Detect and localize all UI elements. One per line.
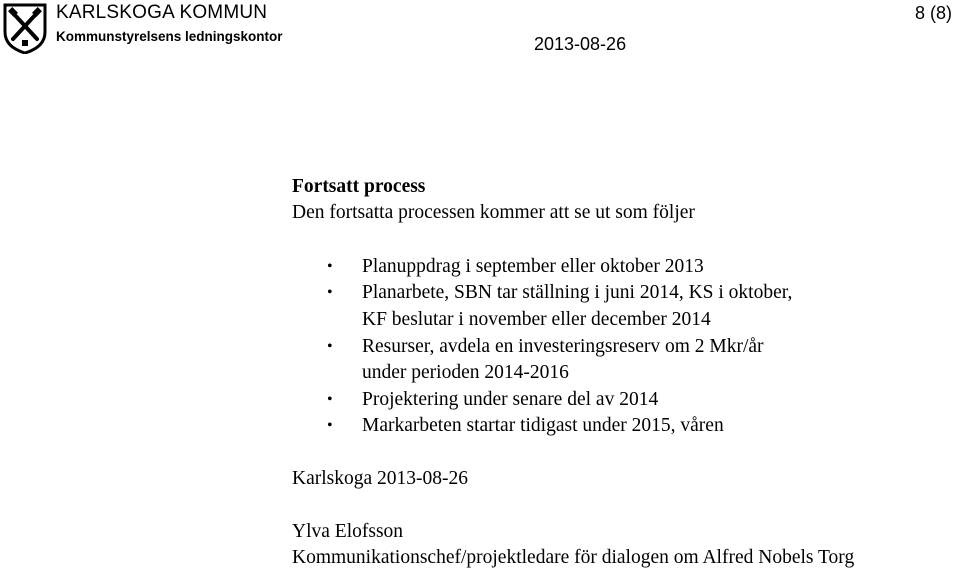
- organization-unit: Kommunstyrelsens ledningskontor: [56, 29, 283, 44]
- list-item: Planarbete, SBN tar ställning i juni 2014, KS i oktober,: [362, 282, 793, 303]
- section-heading: Fortsatt process: [292, 176, 426, 197]
- organization-name: KARLSKOGA KOMMUN: [56, 2, 268, 23]
- coat-of-arms-icon: [2, 2, 48, 54]
- bullet-dot-icon: •: [327, 338, 333, 355]
- place-and-date: Karlskoga 2013-08-26: [292, 468, 469, 489]
- bullet-dot-icon: •: [327, 258, 333, 275]
- page-number: 8 (8): [914, 3, 952, 23]
- list-item: Markarbeten startar tidigast under 2015, våren: [362, 415, 724, 436]
- list-item: Resurser, avdela en investeringsreserv om 2 Mkr/år: [362, 336, 764, 357]
- section-intro: Den fortsatta processen kommer att se ut som följer: [292, 202, 695, 223]
- list-item: Projektering under senare del av 2014: [362, 389, 659, 410]
- bullet-dot-icon: •: [327, 284, 333, 301]
- bullet-dot-icon: •: [327, 417, 333, 434]
- list-item-continuation: KF beslutar i november eller december 2014: [362, 309, 711, 330]
- signatory-title: Kommunikationschef/projektledare för dialogen om Alfred Nobels Torg: [292, 547, 855, 568]
- list-item: Planuppdrag i september eller oktober 2013: [362, 256, 704, 277]
- signatory-name: Ylva Elofsson: [292, 521, 404, 542]
- bullet-dot-icon: •: [327, 391, 333, 408]
- document-date: 2013-08-26: [534, 34, 627, 54]
- list-item-continuation: under perioden 2014-2016: [362, 362, 569, 383]
